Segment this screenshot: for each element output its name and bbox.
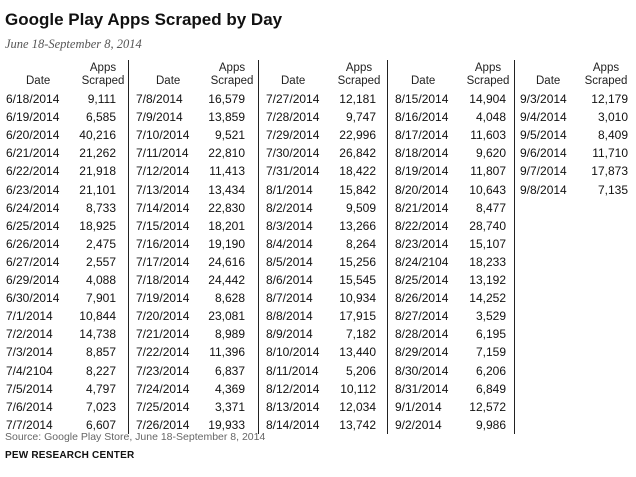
table-row [395, 237, 506, 255]
apps-scraped-cell: 2,475 [85, 236, 116, 251]
date-cell: 9/6/2014 [520, 146, 567, 161]
table-row [266, 164, 376, 182]
apps-scraped-cell: 11,396 [209, 345, 245, 360]
date-cell: 7/12/2014 [136, 164, 190, 179]
date-cell: 8/19/2014 [395, 164, 449, 179]
apps-scraped-cell: 10,934 [339, 291, 376, 306]
date-cell: 8/24/2104 [395, 254, 449, 269]
date-cell: 8/18/2014 [395, 146, 449, 161]
apps-scraped-cell: 6,849 [475, 381, 506, 396]
column-header-date: Date [536, 75, 561, 87]
table-row [6, 291, 116, 309]
date-cell: 6/23/2014 [6, 182, 60, 197]
table-row [395, 183, 506, 201]
date-cell: 8/11/2014 [266, 363, 319, 378]
date-cell: 8/6/2014 [266, 273, 313, 287]
date-cell: 6/29/2014 [6, 273, 60, 287]
date-cell: 7/27/2014 [266, 92, 320, 106]
date-cell: 9/1/2014 [395, 399, 442, 414]
date-cell: 8/1/2014 [266, 182, 313, 197]
column-header-apps-scraped: Apps Scraped [584, 62, 628, 87]
apps-scraped-cell: 17,873 [591, 164, 628, 179]
table-row [266, 201, 376, 219]
apps-scraped-cell: 18,201 [208, 218, 245, 233]
apps-scraped-cell: 10,112 [340, 381, 376, 396]
table-row [395, 327, 506, 345]
date-cell: 7/5/2014 [6, 381, 53, 396]
date-cell: 6/20/2014 [6, 128, 60, 143]
date-cell: 7/16/2014 [136, 236, 190, 251]
date-cell: 7/11/2014 [136, 146, 189, 161]
apps-scraped-cell: 4,797 [85, 381, 116, 396]
date-cell: 8/10/2014 [266, 345, 320, 360]
apps-scraped-cell: 13,434 [208, 182, 245, 197]
table-row [266, 418, 376, 436]
apps-scraped-cell: 3,371 [214, 399, 245, 414]
table-row [266, 309, 376, 327]
table-row [136, 146, 245, 164]
source-note: Source: Google Play Store, June 18-September 8, 2014 [5, 431, 266, 443]
date-cell: 8/21/2014 [395, 200, 449, 215]
date-cell: 8/30/2014 [395, 363, 449, 378]
apps-scraped-cell: 8,227 [85, 363, 116, 378]
date-cell: 6/24/2014 [6, 200, 60, 215]
column-header-apps-scraped: Apps Scraped [337, 62, 381, 87]
date-cell: 7/18/2014 [136, 273, 190, 287]
table-row [6, 273, 116, 291]
column-header-apps-scraped: Apps Scraped [81, 62, 125, 87]
date-cell: 8/13/2014 [266, 399, 320, 414]
date-cell: 6/25/2014 [6, 218, 60, 233]
table-row [136, 382, 245, 400]
apps-scraped-cell: 15,545 [339, 273, 376, 287]
date-cell: 7/26/2014 [136, 417, 190, 432]
column-header-date: Date [281, 75, 306, 87]
table-row [6, 255, 116, 273]
date-cell: 7/19/2014 [136, 291, 190, 306]
table-row [136, 309, 245, 327]
date-cell: 7/17/2014 [136, 254, 190, 269]
table-row [266, 382, 376, 400]
data-table [0, 60, 636, 432]
date-cell: 8/31/2014 [395, 381, 449, 396]
table-row [6, 382, 116, 400]
column-header-apps-scraped: Apps Scraped [210, 62, 254, 87]
chart-subtitle: June 18-September 8, 2014 [5, 37, 142, 51]
date-cell: 8/8/2014 [266, 309, 313, 324]
apps-scraped-cell: 14,738 [79, 327, 116, 342]
apps-scraped-cell: 15,107 [469, 236, 506, 251]
apps-scraped-cell: 22,830 [208, 200, 245, 215]
date-cell: 9/3/2014 [520, 92, 567, 106]
table-row [136, 327, 245, 345]
apps-scraped-cell: 11,710 [592, 146, 628, 161]
apps-scraped-cell: 22,996 [339, 128, 376, 143]
date-cell: 7/9/2014 [136, 110, 183, 125]
table-row [395, 273, 506, 291]
apps-scraped-cell: 12,034 [339, 399, 376, 414]
column-divider [128, 60, 129, 434]
table-row [136, 273, 245, 291]
date-cell: 8/22/2014 [395, 218, 449, 233]
apps-scraped-cell: 12,179 [591, 92, 628, 106]
date-cell: 7/22/2014 [136, 345, 190, 360]
date-cell: 9/5/2014 [520, 128, 567, 143]
date-cell: 6/21/2014 [6, 146, 60, 161]
apps-scraped-cell: 9,509 [345, 200, 376, 215]
apps-scraped-cell: 11,413 [209, 164, 245, 179]
table-row [136, 237, 245, 255]
table-row [6, 327, 116, 345]
table-row [6, 128, 116, 146]
table-row [6, 309, 116, 327]
date-cell: 8/16/2014 [395, 110, 449, 125]
apps-scraped-cell: 17,915 [339, 309, 376, 324]
date-cell: 7/25/2014 [136, 399, 190, 414]
table-row [266, 92, 376, 110]
apps-scraped-cell: 4,088 [85, 273, 116, 287]
apps-scraped-cell: 2,557 [85, 254, 116, 269]
table-row [266, 345, 376, 363]
table-row [266, 400, 376, 418]
table-row [520, 164, 628, 182]
table-row [136, 219, 245, 237]
apps-scraped-cell: 7,135 [597, 182, 628, 197]
date-cell: 7/14/2014 [136, 200, 190, 215]
apps-scraped-cell: 8,628 [214, 291, 245, 306]
date-cell: 6/18/2014 [6, 92, 60, 106]
date-cell: 7/10/2014 [136, 128, 190, 143]
apps-scraped-cell: 24,616 [208, 254, 245, 269]
table-row [136, 201, 245, 219]
table-row [6, 400, 116, 418]
apps-scraped-cell: 6,607 [85, 417, 116, 432]
apps-scraped-cell: 8,857 [85, 345, 116, 360]
date-cell: 7/8/2014 [136, 92, 183, 106]
apps-scraped-cell: 10,844 [79, 309, 116, 324]
table-row [520, 128, 628, 146]
table-row [395, 219, 506, 237]
apps-scraped-cell: 8,477 [475, 200, 506, 215]
date-cell: 7/3/2014 [6, 345, 53, 360]
table-row [136, 400, 245, 418]
date-cell: 8/27/2014 [395, 309, 449, 324]
table-row [395, 92, 506, 110]
apps-scraped-cell: 9,111 [87, 92, 116, 106]
table-row [6, 110, 116, 128]
date-cell: 9/8/2014 [520, 182, 567, 197]
table-row [266, 255, 376, 273]
date-cell: 7/24/2014 [136, 381, 190, 396]
apps-scraped-cell: 6,585 [85, 110, 116, 125]
apps-scraped-cell: 4,048 [475, 110, 506, 125]
date-cell: 7/1/2014 [6, 309, 53, 324]
apps-scraped-cell: 7,023 [85, 399, 116, 414]
apps-scraped-cell: 8,264 [345, 236, 376, 251]
table-row [266, 273, 376, 291]
table-row [136, 183, 245, 201]
apps-scraped-cell: 3,529 [475, 309, 506, 324]
apps-scraped-cell: 3,010 [597, 110, 628, 125]
apps-scraped-cell: 9,521 [214, 128, 245, 143]
apps-scraped-cell: 14,904 [469, 92, 506, 106]
table-row [395, 345, 506, 363]
apps-scraped-cell: 8,989 [214, 327, 245, 342]
apps-scraped-cell: 6,837 [214, 363, 245, 378]
date-cell: 8/25/2014 [395, 273, 449, 287]
apps-scraped-cell: 16,579 [208, 92, 245, 106]
table-row [395, 255, 506, 273]
date-cell: 6/22/2014 [6, 164, 60, 179]
date-cell: 8/29/2014 [395, 345, 449, 360]
table-row [136, 164, 245, 182]
apps-scraped-cell: 7,182 [345, 327, 376, 342]
date-cell: 7/15/2014 [136, 218, 190, 233]
date-cell: 7/7/2014 [6, 417, 53, 432]
date-cell: 8/3/2014 [266, 218, 313, 233]
apps-scraped-cell: 19,190 [208, 236, 245, 251]
apps-scraped-cell: 11,807 [470, 164, 506, 179]
apps-scraped-cell: 13,266 [339, 218, 376, 233]
date-cell: 7/29/2014 [266, 128, 320, 143]
date-cell: 7/20/2014 [136, 309, 190, 324]
date-cell: 7/6/2014 [6, 399, 53, 414]
table-row [266, 128, 376, 146]
date-cell: 8/14/2014 [266, 417, 320, 432]
date-cell: 7/2/2014 [6, 327, 53, 342]
apps-scraped-cell: 6,206 [475, 363, 506, 378]
apps-scraped-cell: 4,369 [214, 381, 245, 396]
date-cell: 6/27/2014 [6, 254, 60, 269]
date-cell: 9/2/2014 [395, 417, 442, 432]
table-row [6, 92, 116, 110]
table-row [266, 291, 376, 309]
date-cell: 6/30/2014 [6, 291, 60, 306]
table-row [6, 345, 116, 363]
date-cell: 8/17/2014 [395, 128, 449, 143]
date-cell: 7/13/2014 [136, 182, 190, 197]
chart-title: Google Play Apps Scraped by Day [5, 10, 283, 29]
date-cell: 9/7/2014 [520, 164, 567, 179]
apps-scraped-cell: 8,733 [85, 200, 116, 215]
date-cell: 8/23/2014 [395, 236, 449, 251]
table-row [395, 146, 506, 164]
table-row [520, 146, 628, 164]
date-cell: 8/12/2014 [266, 381, 320, 396]
table-row [136, 364, 245, 382]
apps-scraped-cell: 13,742 [339, 417, 376, 432]
apps-scraped-cell: 8,409 [597, 128, 628, 143]
table-row [136, 255, 245, 273]
table-row [6, 237, 116, 255]
date-cell: 7/23/2014 [136, 363, 190, 378]
date-cell: 6/19/2014 [6, 110, 60, 125]
column-header-apps-scraped: Apps Scraped [466, 62, 510, 87]
apps-scraped-cell: 21,101 [79, 182, 116, 197]
apps-scraped-cell: 9,986 [475, 417, 506, 432]
apps-scraped-cell: 12,181 [339, 92, 376, 106]
table-row [6, 364, 116, 382]
apps-scraped-cell: 40,216 [79, 128, 116, 143]
table-row [6, 219, 116, 237]
table-row [6, 164, 116, 182]
apps-scraped-cell: 13,440 [339, 345, 376, 360]
date-cell: 6/26/2014 [6, 236, 60, 251]
column-header-date: Date [411, 75, 436, 87]
apps-scraped-cell: 22,810 [208, 146, 245, 161]
date-cell: 7/28/2014 [266, 110, 320, 125]
apps-scraped-cell: 15,842 [339, 182, 376, 197]
table-row [136, 291, 245, 309]
date-cell: 8/28/2014 [395, 327, 449, 342]
table-row [520, 92, 628, 110]
table-row [395, 291, 506, 309]
table-row [266, 183, 376, 201]
apps-scraped-cell: 13,192 [469, 273, 506, 287]
column-header-date: Date [156, 75, 181, 87]
table-row [395, 418, 506, 436]
column-divider [387, 60, 388, 434]
table-row [6, 146, 116, 164]
table-row [395, 382, 506, 400]
table-row [136, 92, 245, 110]
table-row [395, 110, 506, 128]
apps-scraped-cell: 28,740 [469, 218, 506, 233]
apps-scraped-cell: 24,442 [208, 273, 245, 287]
table-row [395, 309, 506, 327]
column-header-date: Date [26, 75, 51, 87]
table-row [136, 128, 245, 146]
apps-scraped-cell: 21,262 [79, 146, 116, 161]
apps-scraped-cell: 13,859 [208, 110, 245, 125]
apps-scraped-cell: 14,252 [469, 291, 506, 306]
apps-scraped-cell: 5,206 [345, 363, 376, 378]
table-row [395, 364, 506, 382]
table-row [6, 201, 116, 219]
table-row [266, 364, 376, 382]
date-cell: 7/21/2014 [136, 327, 190, 342]
date-cell: 8/9/2014 [266, 327, 313, 342]
organization-credit: PEW RESEARCH CENTER [5, 450, 135, 461]
table-row [395, 400, 506, 418]
column-divider [258, 60, 259, 434]
apps-scraped-cell: 21,918 [79, 164, 116, 179]
date-cell: 7/31/2014 [266, 164, 320, 179]
apps-scraped-cell: 11,603 [470, 128, 506, 143]
apps-scraped-cell: 7,159 [475, 345, 506, 360]
date-cell: 8/2/2014 [266, 200, 313, 215]
table-row [395, 201, 506, 219]
apps-scraped-cell: 26,842 [339, 146, 376, 161]
apps-scraped-cell: 12,572 [469, 399, 506, 414]
date-cell: 7/30/2014 [266, 146, 320, 161]
apps-scraped-cell: 19,933 [208, 417, 245, 432]
table-row [266, 327, 376, 345]
table-row [266, 146, 376, 164]
date-cell: 8/15/2014 [395, 92, 449, 106]
table-row [136, 110, 245, 128]
date-cell: 8/5/2014 [266, 254, 313, 269]
apps-scraped-cell: 6,195 [475, 327, 506, 342]
date-cell: 8/20/2014 [395, 182, 449, 197]
apps-scraped-cell: 15,256 [339, 254, 376, 269]
apps-scraped-cell: 10,643 [469, 182, 506, 197]
apps-scraped-cell: 18,925 [79, 218, 116, 233]
table-row [520, 110, 628, 128]
table-row [266, 110, 376, 128]
apps-scraped-cell: 9,620 [475, 146, 506, 161]
table-row [6, 183, 116, 201]
date-cell: 7/4/2104 [6, 363, 53, 378]
apps-scraped-cell: 9,747 [345, 110, 376, 125]
apps-scraped-cell: 23,081 [208, 309, 245, 324]
date-cell: 8/26/2014 [395, 291, 449, 306]
apps-scraped-cell: 18,422 [339, 164, 376, 179]
apps-scraped-cell: 18,233 [469, 254, 506, 269]
table-row [266, 237, 376, 255]
date-cell: 8/7/2014 [266, 291, 313, 306]
table-row [395, 128, 506, 146]
date-cell: 9/4/2014 [520, 110, 567, 125]
table-row [136, 345, 245, 363]
table-row [520, 183, 628, 201]
date-cell: 8/4/2014 [266, 236, 313, 251]
table-row [395, 164, 506, 182]
apps-scraped-cell: 7,901 [85, 291, 116, 306]
table-row [266, 219, 376, 237]
